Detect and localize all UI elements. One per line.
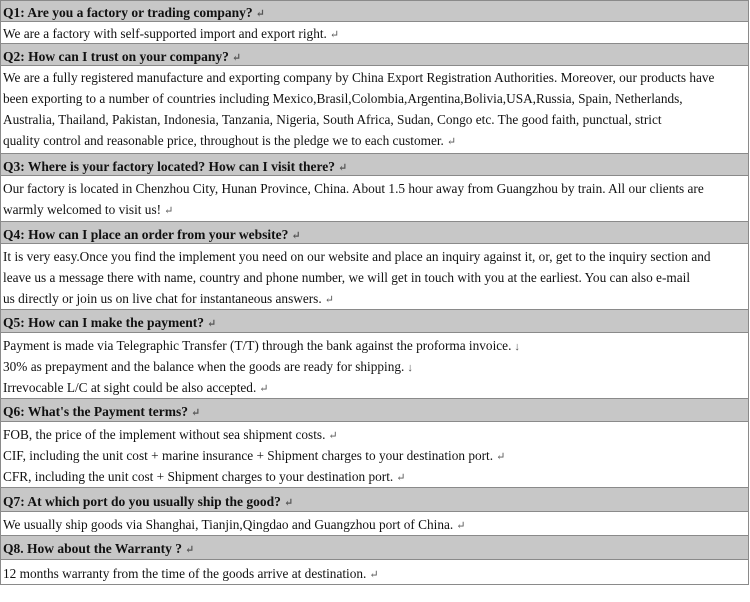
faq-question [0, 535, 749, 559]
return-mark-icon: ↵ [446, 136, 457, 148]
answer-text: Payment is made via Telegraphic Transfer (T/T) through the bank against the proforma invoice. [3, 338, 512, 353]
answer-text: quality control and reasonable price, throughout is the pledge we to each customer. [3, 133, 444, 148]
return-mark-icon: ↵ [291, 230, 301, 242]
answer-text: Australia, Thailand, Pakistan, Indonesia, Tanzania, Nigeria, South Africa, Sudan, Congo etc. The good faith, punctual, strict [3, 112, 662, 127]
return-mark-icon: ↵ [283, 497, 294, 509]
answer-line [3, 356, 748, 377]
faq-answer [0, 511, 749, 535]
faq-question [0, 43, 749, 65]
faq-answer [0, 421, 749, 487]
faq-question [0, 153, 749, 175]
question-text: Q7: At which port do you usually ship the good? [3, 494, 281, 509]
return-mark-icon: ↵ [207, 318, 217, 330]
return-mark-icon: ↵ [337, 162, 348, 174]
answer-text: FOB, the price of the implement without sea shipment costs. [3, 427, 326, 442]
faq-question [0, 309, 749, 332]
return-mark-icon: ↵ [255, 8, 265, 20]
answer-text: It is very easy.Once you find the implement you need on our website and place an inquiry against it, or, get to the inquiry section and [3, 249, 711, 264]
answer-text: 12 months warranty from the time of the goods arrive at destination. [3, 566, 367, 581]
answer-text: We are a fully registered manufacture and exporting company by China Export Registration Authorities. Moreover, our products have [3, 70, 715, 85]
answer-text: been exporting to a number of countries including Mexico,Brasil,Colombia,Argentina,Bolivia,USA,Russia, Spain, Netherlands, [3, 91, 683, 106]
faq-answer [0, 21, 749, 43]
question-text: Q5: How can I make the payment? [3, 315, 204, 330]
question-text: Q3: Where is your factory located? How can I visit there? [3, 159, 335, 174]
return-mark-icon: ↵ [456, 520, 466, 532]
answer-line [3, 335, 748, 356]
question-text: Q4: How can I place an order from your website? [3, 227, 289, 242]
line-break-icon: ↓ [514, 341, 520, 353]
faq-answer [0, 332, 749, 398]
faq-question [0, 0, 749, 21]
return-mark-icon: ↵ [190, 407, 201, 419]
question-text: Q6: What's the Payment terms? [3, 404, 188, 419]
answer-line [3, 563, 748, 584]
return-mark-icon: ↵ [164, 205, 174, 217]
answer-line [3, 178, 748, 199]
answer-line [3, 377, 748, 398]
answer-text: We usually ship goods via Shanghai, Tianjin,Qingdao and Guangzhou port of China. [3, 517, 454, 532]
return-mark-icon: ↵ [185, 544, 195, 556]
question-text: Q1: Are you a factory or trading company? [3, 5, 253, 20]
answer-text: Irrevocable L/C at sight could be also accepted. [3, 380, 257, 395]
return-mark-icon: ↵ [259, 383, 269, 395]
return-mark-icon: ↵ [329, 29, 340, 41]
faq-question [0, 398, 749, 421]
faq-answer [0, 559, 749, 585]
return-mark-icon: ↵ [369, 569, 379, 581]
answer-line [3, 199, 748, 220]
line-break-icon: ↓ [407, 362, 413, 374]
answer-line [3, 466, 748, 487]
answer-line [3, 445, 748, 466]
return-mark-icon: ↵ [328, 430, 338, 442]
faq-answer [0, 175, 749, 221]
faq-question [0, 487, 749, 511]
answer-line [3, 514, 748, 535]
answer-line [3, 67, 748, 88]
faq-answer [0, 65, 749, 153]
answer-text: Our factory is located in Chenzhou City, Hunan Province, China. About 1.5 hour away from Guangzhou by train. All our clients are [3, 181, 704, 196]
return-mark-icon: ↵ [231, 52, 242, 64]
answer-text: CIF, including the unit cost + marine insurance + Shipment charges to your destination port. [3, 448, 494, 463]
return-mark-icon: ↵ [396, 472, 406, 484]
answer-line [3, 109, 748, 130]
faq-answer [0, 243, 749, 309]
answer-line [3, 23, 748, 43]
answer-line [3, 88, 748, 109]
answer-text: leave us a message there with name, country and phone number, we will get in touch with you at the earliest. You can also e-mail [3, 270, 691, 285]
answer-line [3, 267, 748, 288]
faq-question [0, 221, 749, 243]
question-text: Q8. How about the Warranty ? [3, 541, 183, 556]
answer-text: warmly welcomed to visit us! [3, 202, 162, 217]
return-mark-icon: ↵ [496, 451, 506, 463]
answer-text: 30% as prepayment and the balance when the goods are ready for shipping. [3, 359, 405, 374]
answer-line [3, 130, 748, 151]
answer-text: We are a factory with self-supported import and export right. [3, 26, 327, 41]
question-text: Q2: How can I trust on your company? [3, 49, 229, 64]
answer-text: CFR, including the unit cost + Shipment charges to your destination port. [3, 469, 394, 484]
answer-line [3, 424, 748, 445]
answer-line [3, 288, 748, 309]
answer-text: us directly or join us on live chat for instantaneous answers. [3, 291, 322, 306]
answer-line [3, 246, 748, 267]
return-mark-icon: ↵ [324, 294, 334, 306]
